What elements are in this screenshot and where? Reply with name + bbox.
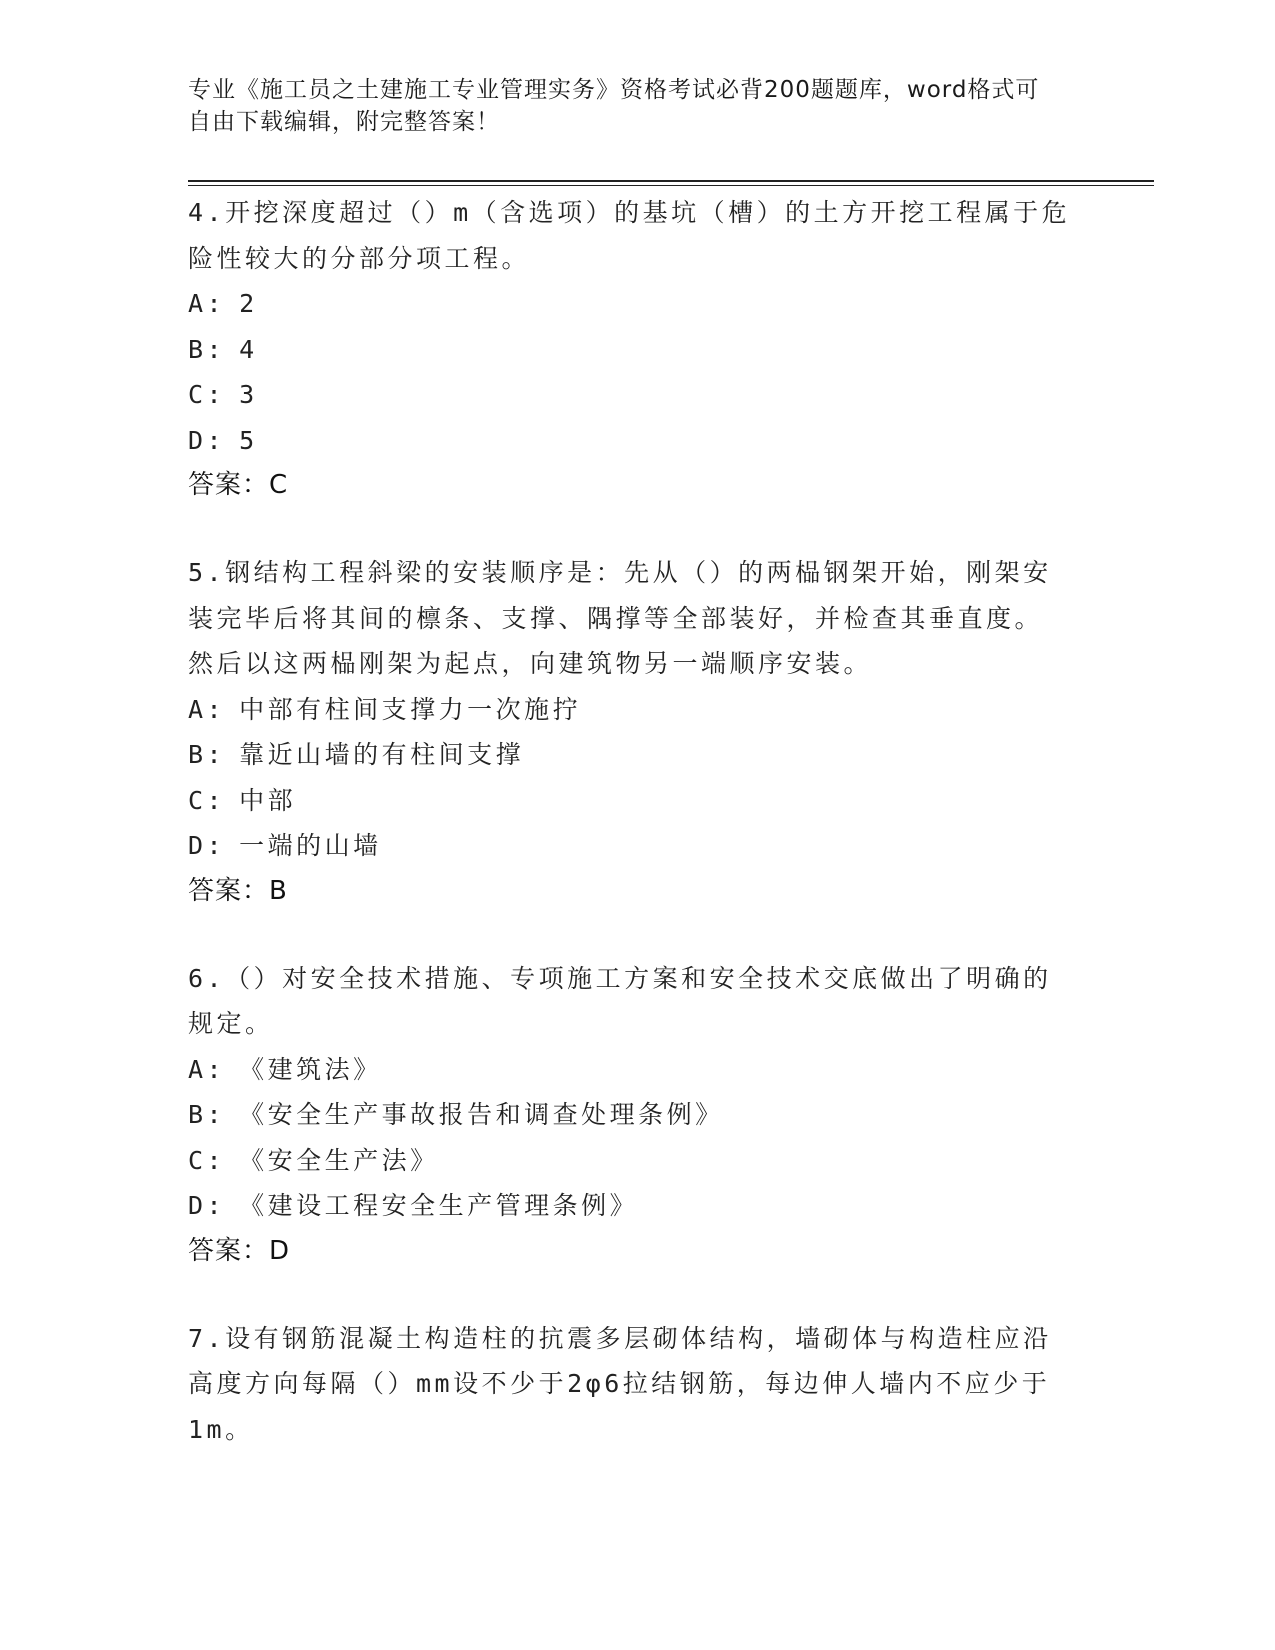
option-letter: D: [188,831,226,860]
option-letter: B: [188,740,226,769]
question-4 [188,190,1118,508]
option-b [188,1092,1118,1138]
option-letter: B: [188,334,226,364]
option-b [188,327,1118,373]
option-letter: C: [188,1145,226,1175]
option-text: 《安全生产事故报告和调查处理条例》 [239,1100,724,1129]
option-letter: A: [188,289,226,318]
option-b [188,732,1118,778]
question-stem-line: 4.开挖深度超过（）m（含选项）的基坑（槽）的土方开挖工程属于危 [188,198,1071,227]
option-text: 4 [239,334,258,364]
option-c [188,778,1118,824]
question-7 [188,1316,1118,1453]
answer-line: 答案：C [188,470,289,500]
option-a [188,281,1118,327]
answer-line: 答案：B [188,875,288,906]
answer-line: 答案：D [188,1235,291,1266]
question-stem-line: 7.设有钢筋混凝土构造柱的抗震多层砌体结构，墙砌体与构造柱应沿 [188,1323,1052,1353]
header-divider-thick [188,180,1154,182]
question-stem-line: 然后以这两榀刚架为起点，向建筑物另一端顺序安装。 [188,649,873,678]
option-letter: B: [188,1100,226,1129]
option-letter: A: [188,1054,226,1084]
option-text: 2 [239,289,258,318]
header-title-line-1: 专业《施工员之土建施工专业管理实务》资格考试必背200题题库，word格式可 [188,77,1040,103]
option-d [188,418,1118,464]
option-letter: C: [188,785,226,815]
option-letter: D: [188,425,226,455]
option-text: 5 [239,425,258,455]
option-text: 《建筑法》 [239,1054,382,1084]
option-text: 中部有柱间支撑力一次施拧 [239,694,582,724]
question-stem-line: 装完毕后将其间的檩条、支撑、隅撑等全部装好，并检查其垂直度。 [188,603,1044,633]
option-c [188,372,1118,418]
question-stem-line: 规定。 [188,1009,274,1038]
option-d [188,1183,1118,1229]
question-stem-line: 险性较大的分部分项工程。 [188,243,531,273]
option-letter: A: [188,694,226,724]
option-a [188,1047,1118,1093]
option-letter: D: [188,1191,226,1220]
option-text: 靠近山墙的有柱间支撑 [239,740,525,769]
option-text: 一端的山墙 [239,831,382,860]
option-d [188,823,1118,869]
header-title-line-2: 自由下载编辑，附完整答案！ [188,109,500,135]
question-stem-line: 6.（）对安全技术措施、专项施工方案和安全技术交底做出了明确的 [188,963,1052,993]
question-stem-line: 5.钢结构工程斜梁的安装顺序是：先从（）的两榀钢架开始，刚架安 [188,558,1052,587]
document-header [188,74,1088,138]
question-5 [188,550,1118,914]
option-text: 《安全生产法》 [239,1145,439,1175]
question-list [188,190,1118,1494]
option-text: 《建设工程安全生产管理条例》 [239,1191,639,1220]
option-text: 3 [239,380,258,409]
option-c [188,1138,1118,1184]
question-6 [188,956,1118,1274]
question-stem-line: 1m。 [188,1414,254,1444]
option-letter: C: [188,380,226,409]
question-stem-line: 高度方向每隔（）mm设不少于2φ6拉结钢筋，每边伸人墙内不应少于 [188,1369,1051,1398]
option-text: 中部 [239,785,297,815]
option-a [188,687,1118,733]
header-divider-thin [188,185,1154,186]
